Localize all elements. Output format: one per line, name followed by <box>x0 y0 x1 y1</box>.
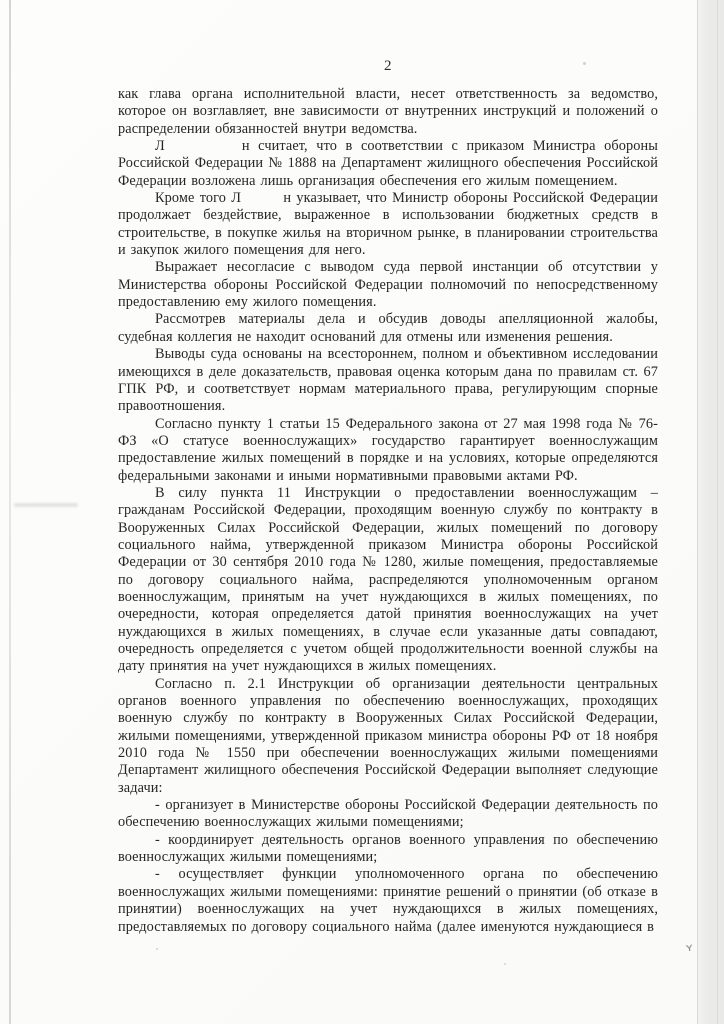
document-paragraph: Выражает несогласие с выводом суда первой инстанции об отсутствии у Министерства обороны Российской Федерации полномочий по непосредственному предоставлению ему жилого помещения. <box>118 259 658 311</box>
page-number: 2 <box>384 58 392 74</box>
document-paragraph: - координирует деятельность органов военного управления по обеспечению военнослужащих жилыми помещениями; <box>118 831 658 866</box>
scan-right-edge-inner-line <box>717 0 718 1024</box>
document-paragraph: - организует в Министерстве обороны Российской Федерации деятельность по обеспечению военнослужащих жилыми помещениями; <box>118 797 658 831</box>
scan-speck <box>156 948 158 950</box>
document-paragraph: Согласно п. 2.1 Инструкции об организации деятельности центральных органов военного управления по обеспечению военнослужащих, проходящих военную службу по контракту в Вооруженных Силах Российской Федерации, жилыми помещениями, утвержденной приказом министра обороны РФ от 18 ноября 2010 года № 1550 при обеспечении военнослужащих жилыми помещениями Департамент жилищного обеспечения Российской Федерации выполняет следующие задачи: <box>118 675 658 796</box>
scan-smudge <box>14 503 78 507</box>
document-text-block <box>118 58 658 936</box>
document-paragraph: - осуществляет функции уполномоченного органа по обеспечению военнослужащих жилыми помещениями: принятие решений о принятии (об отказе в принятии) военнослужащих на учет нуждающихся в жилых помещениях, предоставляемых по договору социального найма (далее именуются нуждающиеся в <box>118 866 658 935</box>
document-paragraph: Согласно пункту 1 статьи 15 Федерального закона от 27 мая 1998 года № 76-ФЗ «О статусе военнослужащих» государство гарантирует военнослужащим предоставление жилых помещений в порядке и на условиях, которые определяются федеральными законами и иными нормативными правовыми актами РФ. <box>118 415 658 484</box>
scan-speck <box>504 963 506 965</box>
document-paragraph: Л н считает, что в соответствии с приказом Министра обороны Российской Федерации № 1888 на Департамент жилищного обеспечения Российской Федерации возложена лишь организация обеспечения его жилым помещением. <box>118 138 658 189</box>
document-paragraph: Рассмотрев материалы дела и обсудив доводы апелляционной жалобы, судебная коллегия не находит оснований для отмены или изменения решения. <box>118 311 658 345</box>
document-paragraph: как глава органа исполнительной власти, несет ответственность за ведомство, которое он возглавляет, вне зависимости от внутренних инструкций и положений о распределении обязанностей внутри ведомства. <box>118 86 658 137</box>
document-paragraph: Выводы суда основаны на всестороннем, полном и объективном исследовании имеющихся в деле доказательств, правовая оценка которым дана по правилам ст. 67 ГПК РФ, и соответствует нормам материального права, регулирующим спорные правоотношения. <box>118 346 658 415</box>
stray-pen-mark: ʏ <box>684 940 695 955</box>
document-paragraph: В силу пункта 11 Инструкции о предоставлении военнослужащим – гражданам Российской Федерации, проходящим военную службу по контракту в Вооруженных Силах Российской Федерации, жилых помещений по договору социального найма, утвержденной приказом Министра обороны Российской Федерации от 30 сентября 2010 года № 1280, жилые помещения, предоставляемые по договору социального найма, распределяются уполномоченным органом военнослужащим, принятым на учет нуждающихся в жилых помещениях, по очередности, которая определяется датой принятия военнослужащих на учет нуждающихся в жилых помещениях, в случае если указанные даты совпадают, очередность определяется с учетом общей продолжительности военной службы на дату принятия на учет нуждающихся в жилых помещениях. <box>118 484 658 675</box>
scan-right-edge-band <box>697 0 724 1024</box>
document-paragraph: Кроме того Л н указывает, что Министр обороны Российской Федерации продолжает бездействие, выраженное в использовании бюджетных средств в строительстве, в покупке жилья на вторичном рынке, в планировании строительства и закупок жилого помещения для него. <box>118 190 658 259</box>
scan-left-edge-line <box>9 0 11 1024</box>
